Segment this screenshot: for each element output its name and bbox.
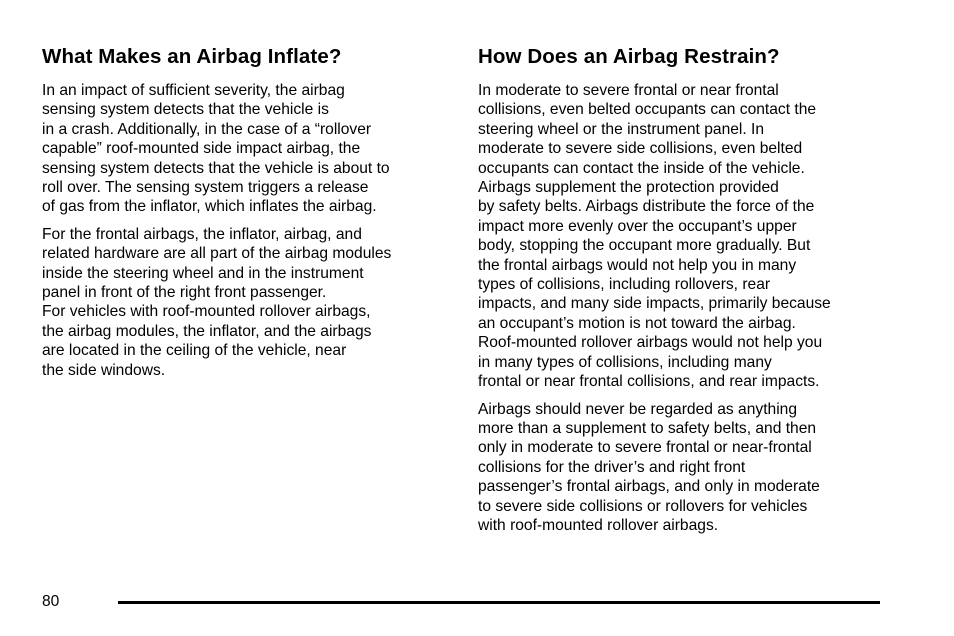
paragraph-restrain-collisions: In moderate to severe frontal or near frontal collisions, even belted occupants can contact the steering wheel or the instrument panel. In moderate to severe side collisions, even belted occupants can contact the inside of the vehicle. Airbags supplement the protection provided by safety belts. Airbags distribute the force of the impact more evenly over the occupant’s upper body, stopping the occupant more gradually. But the frontal airbags would not help you in many types of collisions, including rollovers, rear impacts, and many side impacts, primarily because an occupant’s motion is not toward the airbag. Roof-mounted rollover airbags would not help you in many types of collisions, including many frontal or near frontal collisions, and rear impacts. <box>478 82 831 391</box>
section-heading-airbag-restrain: How Does an Airbag Restrain? <box>478 45 780 68</box>
section-heading-airbag-inflate: What Makes an Airbag Inflate? <box>42 45 342 68</box>
paragraph-frontal-airbag-location: For the frontal airbags, the inflator, airbag, and related hardware are all part of the airbag modules inside the steering wheel and in the instrument panel in front of the right front passenger. <box>42 225 392 302</box>
right-column <box>478 44 888 543</box>
paragraph-inflate-sensing: In an impact of sufficient severity, the airbag sensing system detects that the vehicle is in a crash. Additionally, in the case of a “rollover capable” roof-mounted side impact airbag, the sensing system detects that the vehicle is about to roll over. The sensing system triggers a release of gas from the inflator, which inflates the airbag. <box>42 82 390 216</box>
paragraph-rollover-airbag-location: For vehicles with roof-mounted rollover airbags, the airbag modules, the inflator, and the airbags are located in the ceiling of the vehicle, near the side windows. <box>42 303 372 379</box>
left-column <box>42 44 452 388</box>
page-number: 80 <box>42 593 60 610</box>
footer-rule <box>118 601 880 604</box>
paragraph-airbag-supplement: Airbags should never be regarded as anything more than a supplement to safety belts, and then only in moderate to severe frontal or near-frontal collisions for the driver’s and right front passenger’s frontal airbags, and only in moderate to severe side collisions or rollovers for vehicles with roof-mounted rollover airbags. <box>478 400 820 534</box>
